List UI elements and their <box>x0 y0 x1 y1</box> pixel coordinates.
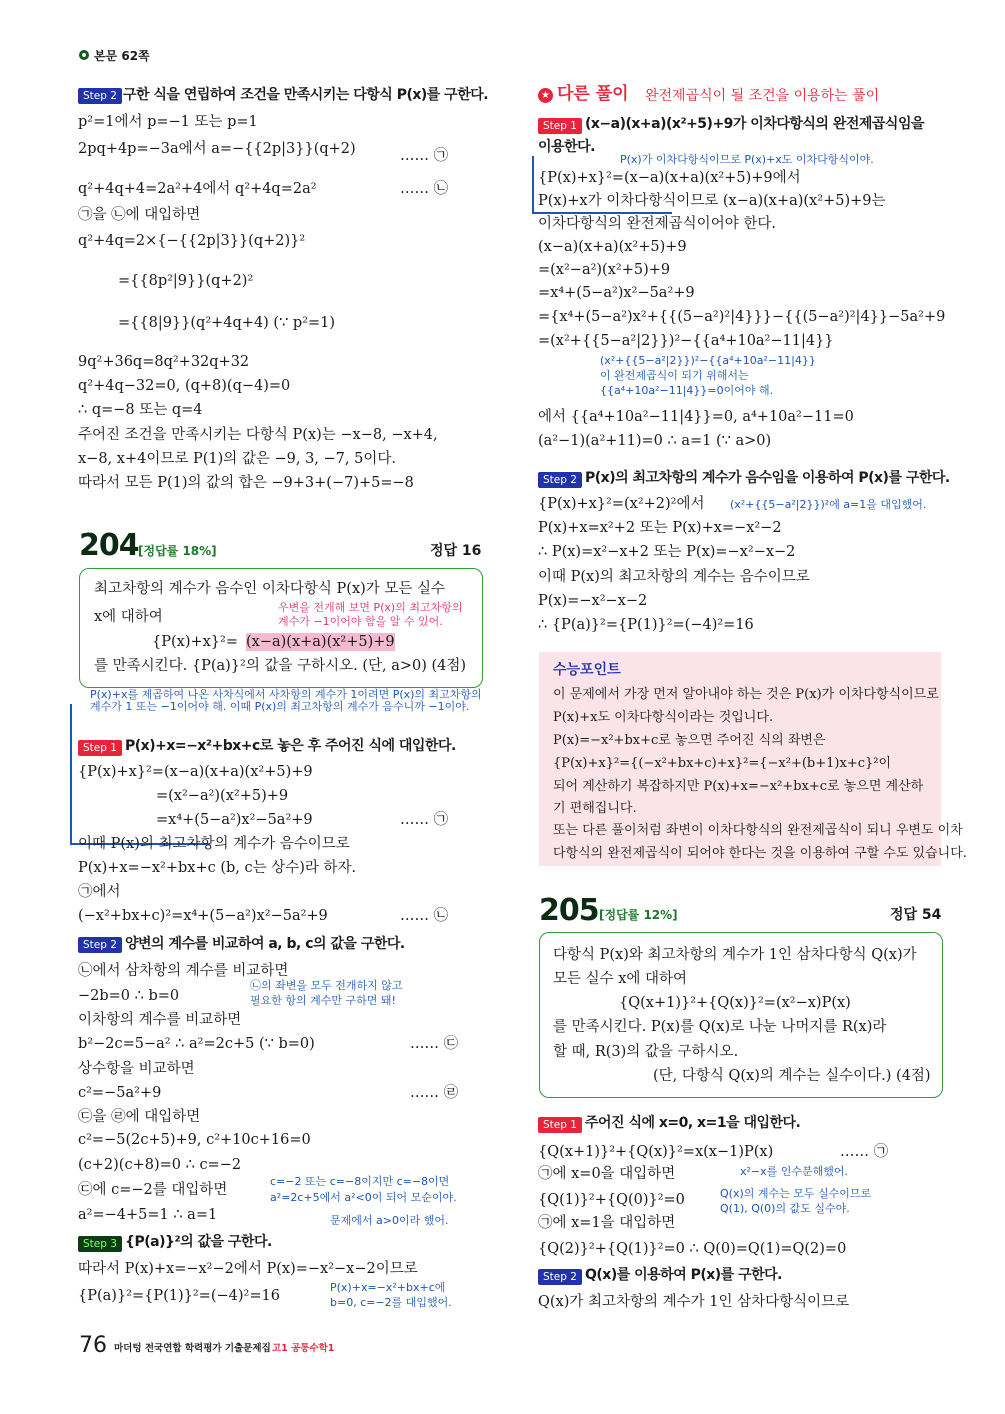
page-number: 76 <box>79 1333 107 1358</box>
star-icon: ★ <box>538 88 553 103</box>
book-subject: 고1 공통수학1 <box>272 1343 335 1354</box>
solution-line: =(x²−a²)(x²+5)+9 <box>538 262 671 278</box>
solution-line: (a²−1)(a²+11)=0 ∴ a=1 (∵ a>0) <box>538 433 772 449</box>
solution-line: 상수항을 비교하면 <box>78 1061 195 1077</box>
solution-line: ㉠을 ㉡에 대입하면 <box>78 207 201 223</box>
annotation-note: c=−2 또는 c=−8이지만 c=−8이면 <box>270 1175 450 1188</box>
question-line: 최고차항의 계수가 음수인 이차다항식 P(x)가 모든 실수 <box>94 581 446 597</box>
correct-rate: [정답률 12%] <box>599 908 678 922</box>
hint-note: 계수가 −1이어야 함을 알 수 있어. <box>278 615 443 628</box>
solution-line: ={{8|9}}(q²+4q+4) (∵ p²=1) <box>118 315 336 331</box>
step-badge: Step 1 <box>78 740 122 756</box>
solution-line: b²−2c=5−a² ∴ a²=2c+5 (∵ b=0) <box>78 1036 315 1052</box>
solution-line: a²=−4+5=1 ∴ a=1 <box>78 1207 218 1223</box>
annotation-note: ㉡의 좌변을 모두 전개하지 않고 <box>250 979 403 992</box>
annotation-note: 필요한 항의 계수만 구하면 돼! <box>250 994 396 1007</box>
highlighted-expression: (x−a)(x+a)(x²+5)+9 <box>246 634 395 650</box>
solution-line: 따라서 모든 P(1)의 값의 합은 −9+3+(−7)+5=−8 <box>78 475 414 491</box>
solution-line: Q(x)가 최고차항의 계수가 1인 삼차다항식이므로 <box>538 1294 850 1310</box>
equation-mark: …… ㉡ <box>400 181 449 197</box>
solution-line: ∴ {P(a)}²={P(1)}²=(−4)²=16 <box>538 617 754 633</box>
step-title: 이용한다. <box>538 139 595 155</box>
step-title: Q(x)를 이용하여 P(x)를 구한다. <box>585 1267 782 1283</box>
step-badge: Step 3 <box>78 1236 122 1252</box>
solution-line: {Q(x+1)}²+{Q(x)}²=x(x−1)P(x) <box>538 1144 774 1160</box>
solution-line: =(x²+{{5−a²|2}})²−{{a⁴+10a²−11|4}} <box>538 333 834 349</box>
step-title: 양변의 계수를 비교하여 a, b, c의 값을 구한다. <box>125 936 405 952</box>
solution-line: =x⁴+(5−a²)x²−5a²+9 <box>156 812 313 828</box>
solution-line: ={{8p²|9}}(q+2)² <box>118 273 254 289</box>
problem-number: 204 <box>79 528 139 563</box>
solution-line: 이차항의 계수를 비교하면 <box>78 1012 242 1028</box>
annotation-note: P(x)+x=−x²+bx+c에 <box>330 1281 446 1294</box>
solution-line: 를 만족시킨다. P(x)를 Q(x)로 나눈 나머지를 R(x)라 <box>553 1019 887 1035</box>
annotation-note: b=0, c=−2를 대입했어. <box>330 1296 452 1309</box>
solution-line: 할 때, R(3)의 값을 구하시오. <box>553 1044 739 1060</box>
solution-line: P(x)+x=x²+2 또는 P(x)+x=−x²−2 <box>538 520 782 536</box>
solution-line: P(x)+x도 이차다항식이라는 것입니다. <box>553 710 774 725</box>
alt-solution-subtitle: 완전제곱식이 될 조건을 이용하는 풀이 <box>645 88 880 104</box>
connector-line <box>532 212 672 214</box>
solution-line: 이때 P(x)의 최고차항의 계수는 음수이므로 <box>538 569 810 585</box>
equation-mark: …… ㉠ <box>400 812 449 828</box>
equation-mark: …… ㉢ <box>410 1036 459 1052</box>
correct-rate: [정답률 18%] <box>138 544 217 558</box>
solution-line: 이때 P(x)의 최고차항의 계수가 음수이므로 <box>78 836 350 852</box>
solution-line: c²=−5a²+9 <box>78 1085 162 1101</box>
solution-line: 주어진 조건을 만족시키는 다항식 P(x)는 −x−8, −x+4, <box>78 427 438 443</box>
solution-line: {Q(2)}²+{Q(1)}²=0 ∴ Q(0)=Q(1)=Q(2)=0 <box>538 1241 847 1257</box>
annotation-note: a²=2c+5에서 a²<0이 되어 모순이야. <box>270 1191 457 1204</box>
solution-line: ㉠에 x=1을 대입하면 <box>538 1215 676 1231</box>
solution-line: {P(x)+x}²=(x²+2)²에서 <box>538 496 705 512</box>
solution-line: x−8, x+4이므로 P(1)의 값은 −9, 3, −7, 5이다. <box>78 451 396 467</box>
solution-line: 다항식의 완전제곱식이 되어야 한다는 것을 이용하여 구할 수도 있습니다. <box>553 846 967 861</box>
step-title: P(x)의 최고차항의 계수가 음수임을 이용하여 P(x)를 구한다. <box>585 470 950 486</box>
circle-bullet-icon <box>79 50 89 60</box>
annotation-note: x²−x를 인수분해했어. <box>740 1165 849 1178</box>
question-line: {P(x)+x}²= <box>152 634 238 650</box>
solution-line: {P(x)+x}²=(x−a)(x+a)(x²+5)+9 <box>78 764 313 780</box>
annotation-note: 문제에서 a>0이라 했어. <box>330 1214 449 1227</box>
solution-line: 9q²+36q=8q²+32q+32 <box>78 354 250 370</box>
suneung-point-title: 수능포인트 <box>553 662 621 678</box>
book-title: 마더텅 전국연합 학력평가 기출문제집 <box>114 1343 271 1354</box>
annotation-note: (x²+{{5−a²|2}})²에 a=1을 대입했어. <box>730 498 927 511</box>
step-badge: Step 2 <box>78 937 122 953</box>
annotation-note: {{a⁴+10a²−11|4}}=0이어야 해. <box>600 384 774 397</box>
solution-line: {P(a)}²={P(1)}²=(−4)²=16 <box>78 1288 280 1304</box>
annotation-note: (x²+{{5−a²|2}})²−{{a⁴+10a²−11|4}} <box>600 354 816 367</box>
solution-line: (c+2)(c+8)=0 ∴ c=−2 <box>78 1157 242 1173</box>
step-title: P(x)+x=−x²+bx+c로 놓은 후 주어진 식에 대입한다. <box>125 738 456 754</box>
solution-line: P(x)+x=−x²+bx+c (b, c는 상수)라 하자. <box>78 860 357 876</box>
solution-line: −2b=0 ∴ b=0 <box>78 988 180 1004</box>
solution-line: p²=1에서 p=−1 또는 p=1 <box>78 114 258 130</box>
solution-line: 되어 계산하기 복잡하지만 P(x)+x=−x²+bx+c로 놓으면 계산하 <box>553 779 924 794</box>
solution-line: 2pq+4p=−3a에서 a=−{{2p|3}}(q+2) <box>78 141 356 157</box>
solution-line: 또는 다른 풀이처럼 좌변이 이차다항식의 완전제곱식이 되니 우변도 이차 <box>553 823 963 838</box>
equation-mark: …… ㉠ <box>400 148 449 164</box>
equation-mark: …… ㉠ <box>840 1144 889 1160</box>
solution-line: 이 문제에서 가장 먼저 알아내야 하는 것은 P(x)가 이차다항식이므로 <box>553 687 939 702</box>
solution-line: (x−a)(x+a)(x²+5)+9 <box>538 239 687 255</box>
step-badge: Step 2 <box>538 1269 582 1285</box>
step-badge: Step 1 <box>538 118 582 134</box>
solution-line: q²+4q=2×{−{{2p|3}}(q+2)}² <box>78 233 306 249</box>
solution-line: ∴ P(x)=x²−x+2 또는 P(x)=−x²−x−2 <box>538 544 796 560</box>
solution-line: 따라서 P(x)+x=−x²−2에서 P(x)=−x²−x−2이므로 <box>78 1261 418 1277</box>
solution-line: P(x)+x가 이차다항식이므로 (x−a)(x+a)(x²+5)+9는 <box>538 193 886 209</box>
section-reference: 본문 62쪽 <box>94 49 150 63</box>
hint-note: 우변을 전개해 보면 P(x)의 최고차항의 <box>278 601 463 614</box>
solution-line: P(x)=−x²+bx+c로 놓으면 주어진 식의 좌변은 <box>553 733 826 748</box>
solution-line: ㉡에서 삼차항의 계수를 비교하면 <box>78 963 289 979</box>
solution-line: 다항식 P(x)와 최고차항의 계수가 1인 삼차다항식 Q(x)가 <box>553 947 917 963</box>
annotation-note: 이 완전제곱식이 되기 위해서는 <box>600 369 749 382</box>
annotation-note: 계수가 1 또는 −1이어야 해. 이때 P(x)의 최고차항의 계수가 음수니까 −1이야. <box>90 700 470 713</box>
problem-number: 205 <box>539 893 599 928</box>
step-badge: Step 1 <box>538 1117 582 1133</box>
solution-line: ㉠에서 <box>78 884 121 900</box>
solution-line: {P(x)+x}²=(x−a)(x+a)(x²+5)+9에서 <box>538 170 801 186</box>
solution-line: {Q(1)}²+{Q(0)}²=0 <box>538 1192 685 1208</box>
alt-solution-label: 다른 풀이 <box>557 84 629 104</box>
equation-mark: …… ㉣ <box>410 1085 459 1101</box>
step-title: {P(a)}²의 값을 구한다. <box>125 1234 272 1250</box>
step-badge: Step 2 <box>538 472 582 488</box>
solution-line: {P(x)+x}²={(−x²+bx+c)+x}²={−x²+(b+1)x+c}²이 <box>553 756 892 771</box>
solution-line: 기 편해집니다. <box>553 801 637 816</box>
question-line: 를 만족시킨다. {P(a)}²의 값을 구하시오. (단, a>0) (4점) <box>94 658 467 674</box>
step-title: 주어진 식에 x=0, x=1을 대입한다. <box>585 1115 801 1131</box>
solution-line: 에서 {{a⁴+10a²−11|4}}=0, a⁴+10a²−11=0 <box>538 409 854 425</box>
step-badge: Step 2 <box>78 88 122 104</box>
connector-line <box>70 704 72 844</box>
solution-line: ㉢에 c=−2를 대입하면 <box>78 1182 228 1198</box>
step-title: (x−a)(x+a)(x²+5)+9가 이차다항식의 완전제곱식임을 <box>585 116 924 132</box>
solution-line: 이차다항식의 완전제곱식이어야 한다. <box>538 216 776 232</box>
solution-line: 모든 실수 x에 대하여 <box>553 971 688 987</box>
annotation-note: P(x)+x를 제곱하여 나온 사차식에서 사차항의 계수가 1이려면 P(x)의 최고차항의 <box>90 688 482 701</box>
solution-line: ∴ q=−8 또는 q=4 <box>78 402 203 418</box>
annotation-note: P(x)가 이차다항식이므로 P(x)+x도 이차다항식이야. <box>620 153 874 166</box>
solution-line: (단, 다항식 Q(x)의 계수는 실수이다.) (4점) <box>653 1068 931 1084</box>
solution-line: =(x²−a²)(x²+5)+9 <box>156 788 289 804</box>
solution-line: (−x²+bx+c)²=x⁴+(5−a²)x²−5a²+9 <box>78 908 328 924</box>
solution-line: =x⁴+(5−a²)x²−5a²+9 <box>538 285 695 301</box>
solution-line: P(x)=−x²−x−2 <box>538 593 648 609</box>
solution-line: {Q(x+1)}²+{Q(x)}²=(x²−x)P(x) <box>619 995 851 1011</box>
annotation-note-group <box>90 689 485 713</box>
solution-line: q²+4q−32=0, (q+8)(q−4)=0 <box>78 378 291 394</box>
solution-line: c²=−5(2c+5)+9, c²+10c+16=0 <box>78 1132 311 1148</box>
annotation-note: Q(1), Q(0)의 값도 실수야. <box>720 1202 850 1215</box>
annotation-note: Q(x)의 계수는 모두 실수이므로 <box>720 1187 872 1200</box>
answer-label: 정답 54 <box>890 907 942 923</box>
answer-label: 정답 16 <box>430 543 482 559</box>
equation-mark: …… ㉡ <box>400 908 449 924</box>
solution-line: ㉠에 x=0을 대입하면 <box>538 1166 676 1182</box>
solution-line: ㉢을 ㉣에 대입하면 <box>78 1109 201 1125</box>
solution-line: q²+4q+4=2a²+4에서 q²+4q=2a² <box>78 181 317 197</box>
question-line: x에 대하여 <box>94 609 163 625</box>
step-title: 구한 식을 연립하여 조건을 만족시키는 다항식 P(x)를 구한다. <box>123 87 489 103</box>
solution-line: ={x⁴+(5−a²)x²+{{(5−a²)²|4}}}−{{(5−a²)²|4}}−5a²+9 <box>538 309 946 325</box>
connector-line <box>532 156 534 213</box>
